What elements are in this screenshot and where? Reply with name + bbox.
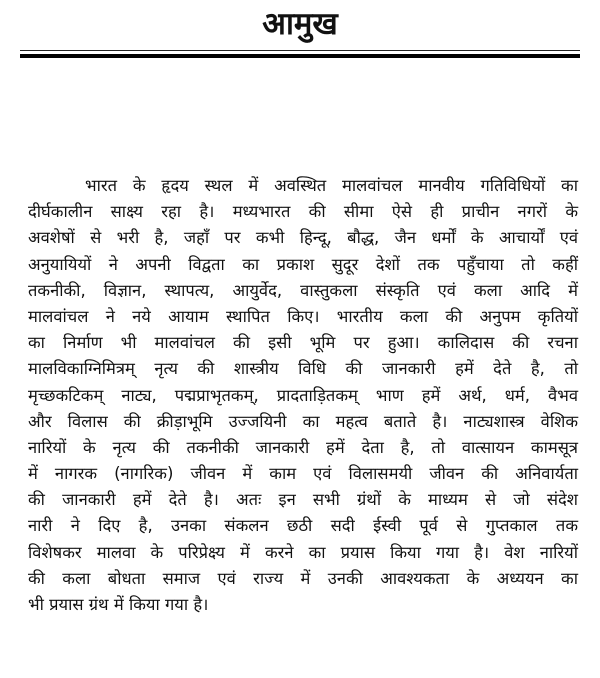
title-rule-thick <box>20 54 580 58</box>
text-line: अवशेषों से भरी है, जहाँ पर कभी हिन्दू, बौद्ध, जैन धर्मों के आचार्यों एवं <box>28 228 578 248</box>
text-line: नारियों के नृत्य की तकनीकी जानकारी हमें देता है, तो वात्सायन कामसूत्र <box>28 437 578 457</box>
title-rule-thin <box>20 50 580 51</box>
text-line: तकनीकी, विज्ञान, स्थापत्य, आयुर्वेद, वास्तुकला संस्कृति एवं कला आदि में <box>28 280 578 300</box>
text-line: नारी ने दिए है, उनका संकलन छठी सदी ईस्वी पूर्व से गुप्तकाल तक <box>28 516 578 536</box>
text-line: मालविकाग्निमित्रम् नृत्य की शास्त्रीय विधि की जानकारी हमें देते है, तो <box>28 359 578 379</box>
text-line: अनुयायियों ने अपनी विद्वता का प्रकाश सुदूर देशों तक पहुँचाया तो कहीं <box>28 254 578 274</box>
text-line: दीर्घकालीन साक्ष्य रहा है। मध्यभारत की सीमा ऐसे ही प्राचीन नगरों के <box>28 202 578 222</box>
text-line: में नागरक (नागरिक) जीवन में काम एवं विलासमयी जीवन की अनिवार्यता <box>28 464 578 484</box>
text-line: की जानकारी हमें देते है। अतः इन सभी ग्रंथों के माध्यम से जो संदेश <box>28 490 578 510</box>
text-line: भी प्रयास ग्रंथ में किया गया है। <box>28 595 209 614</box>
page-title: आमुख <box>262 6 338 42</box>
text-line: का निर्माण भी मालवांचल की इसी भूमि पर हुआ। कालिदास की रचना <box>28 333 578 353</box>
body-paragraph <box>28 173 578 618</box>
text-line: विशेषकर मालवा के परिप्रेक्ष्य में करने का प्रयास किया गया है। वेश नारियों <box>28 542 578 562</box>
text-line: मालवांचल ने नये आयाम स्थापित किए। भारतीय कला की अनुपम कृतियों <box>28 306 578 326</box>
text-line: की कला बोधता समाज एवं राज्य में उनकी आवश्यकता के अध्ययन का <box>28 568 578 588</box>
text-line: भारत के हृदय स्थल में अवस्थित मालवांचल मानवीय गतिविधियों का <box>85 176 578 195</box>
text-line: मृच्छकटिकम् नाट्य, पद्मप्राभृतकम्, प्रादताड़ितकम् भाण हमें अर्थ, धर्म, वैभव <box>28 385 578 405</box>
text-line: और विलास की क्रीड़ाभूमि उज्जयिनी का महत्व बताते है। नाट्यशास्त्र वेशिक <box>28 411 578 431</box>
